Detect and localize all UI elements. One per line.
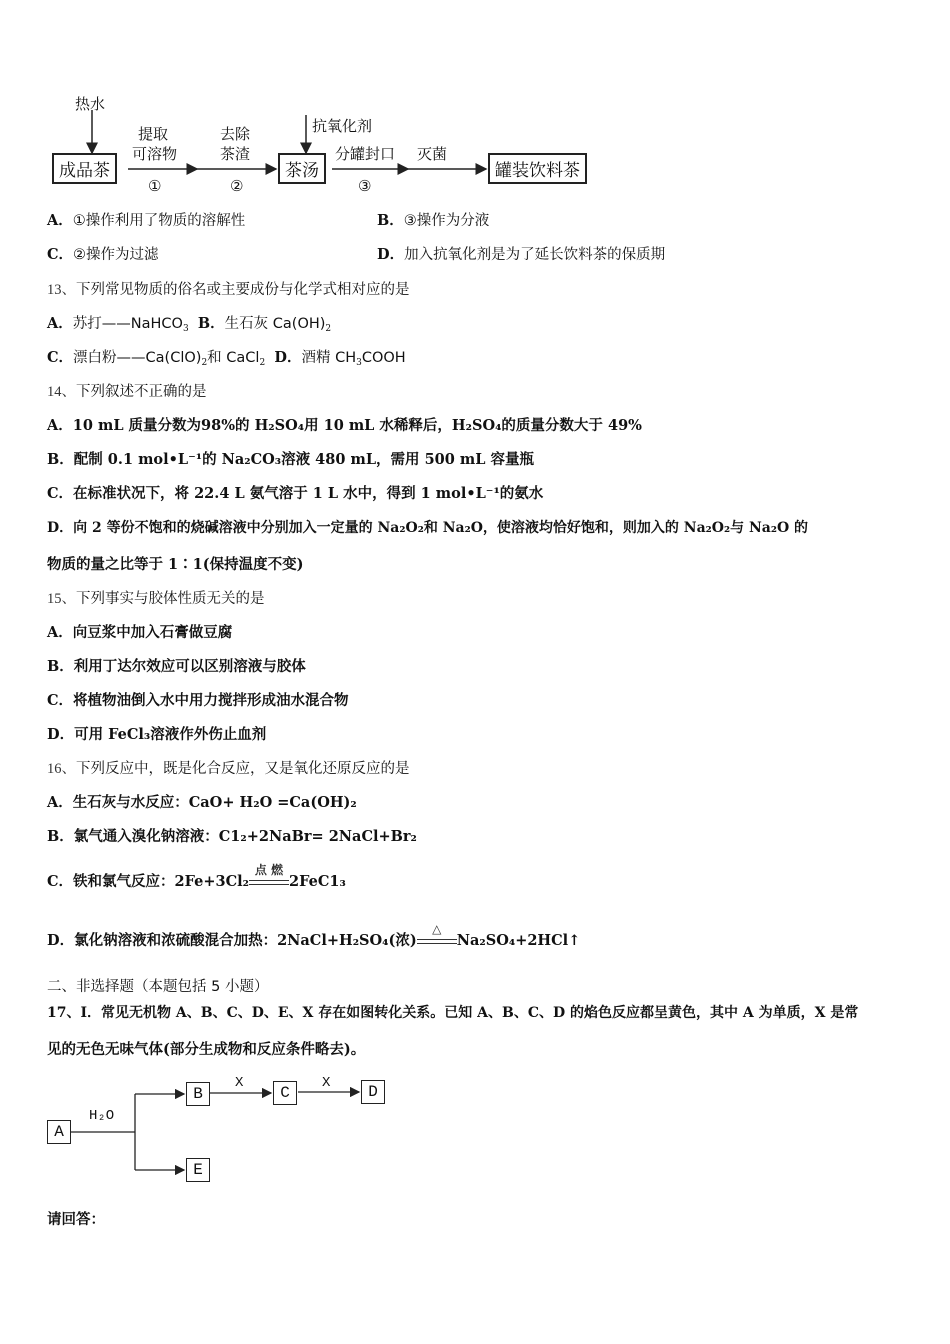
label-antioxidant: 抗氧化剂 [312,117,373,135]
label-remove: 去除 [220,125,251,143]
node-d: D [361,1080,385,1104]
node-e: E [186,1158,210,1182]
tea-process-flowchart [40,95,600,195]
q12-option-b: B．③操作为分液 [377,212,490,229]
q16-option-c: C．铁和氯气反应：2Fe+3Cl₂ 点 燃 2FeC1₃ [47,863,346,890]
q14-option-d-line2: 物质的量之比等于 1∶1(保持温度不变) [47,556,304,573]
q13-stem: 13、下列常见物质的俗名或主要成份与化学式相对应的是 [47,282,410,298]
node-b: B [186,1082,210,1106]
label-step1: ① [148,177,162,195]
q14-stem: 14、下列叙述不正确的是 [47,384,207,400]
label-water: H₂O [89,1108,115,1124]
q16-option-d: D．氯化钠溶液和浓硫酸混合加热：2NaCl+H₂SO₄(浓) △ Na₂SO₄+2HCl↑ [47,922,581,949]
label-canning: 分罐封口 [335,145,396,163]
label-sterilize: 灭菌 [417,145,448,163]
diagram-arrows [45,1075,395,1190]
q12-option-d: D．加入抗氧化剂是为了延长饮料茶的保质期 [377,246,666,263]
q15-option-c: C．将植物油倒入水中用力搅拌形成油水混合物 [47,692,349,709]
q12-option-a: A．①操作利用了物质的溶解性 [47,212,246,229]
label-residue: 茶渣 [220,145,251,163]
ignition-condition-sign: 点 燃 [249,872,289,892]
box-tea-soup: 茶汤 [278,153,326,184]
q16-option-a: A．生石灰与水反应：CaO+ H₂O =Ca(OH)₂ [47,794,357,811]
box-finished-tea: 成品茶 [52,153,117,184]
node-a: A [47,1120,71,1144]
q17-line2: 见的无色无味气体(部分生成物和反应条件略去)。 [47,1041,366,1058]
q16-option-b: B．氯气通入溴化钠溶液：C1₂+2NaBr= 2NaCl+Br₂ [47,828,417,845]
section-title: 二、非选择题（本题包括 5 小题） [47,979,269,995]
q13-options-cd: C．漂白粉$——Ca(ClO)_2$和 CaCl$_2$ D．酒精 $CH_3COOH$ [47,349,406,368]
q15-option-b: B．利用丁达尔效应可以区别溶液与胶体 [47,658,306,675]
q14-option-b: B．配制 0.1 mol•L⁻¹的 Na₂CO₃溶液 480 mL，需用 500 mL 容量瓶 [47,451,534,468]
q12-option-c: C．②操作为过滤 [47,246,159,263]
label-x-cd: X [322,1075,331,1091]
label-step3: ③ [358,177,372,195]
q16-stem: 16、下列反应中，既是化合反应，又是氧化还原反应的是 [47,761,410,777]
q15-option-d: D．可用 FeCl₃溶液作外伤止血剂 [47,726,267,743]
label-extract: 提取 [138,125,169,143]
q14-option-a: A．10 mL 质量分数为98%的 H₂SO₄用 10 mL 水稀释后，H₂SO₄的质量分数大于 49% [47,417,642,434]
conversion-diagram [45,1075,395,1190]
heating-condition-sign: △ [417,931,457,951]
q14-option-d-line1: D．向 2 等份不饱和的烧碱溶液中分别加入一定量的 Na₂O₂和 Na₂O，使溶液均恰好饱和，则加入的 Na₂O₂与 Na₂O 的 [47,520,809,536]
box-canned-tea: 罐装饮料茶 [488,153,587,184]
q15-stem: 15、下列事实与胶体性质无关的是 [47,591,265,607]
q14-option-c: C．在标准状况下，将 22.4 L 氨气溶于 1 L 水中，得到 1 mol•L⁻¹的氨水 [47,485,544,502]
label-hot-water: 热水 [75,95,106,113]
label-x-bc: X [235,1075,244,1091]
node-c: C [273,1081,297,1105]
label-step2: ② [230,177,244,195]
label-soluble: 可溶物 [132,145,178,163]
answer-prompt: 请回答： [47,1212,105,1228]
q15-option-a: A．向豆浆中加入石膏做豆腐 [47,624,233,641]
q13-options-ab: A．苏打——NaHCO$_3$ B．生石灰 $Ca(OH)_2$ [47,315,332,334]
q17-line1: 17、I．常见无机物 A、B、C、D、E、X 存在如图转化关系。已知 A、B、C、D 的焰色反应都呈黄色，其中 A 为单质，X 是常 [47,1005,859,1021]
